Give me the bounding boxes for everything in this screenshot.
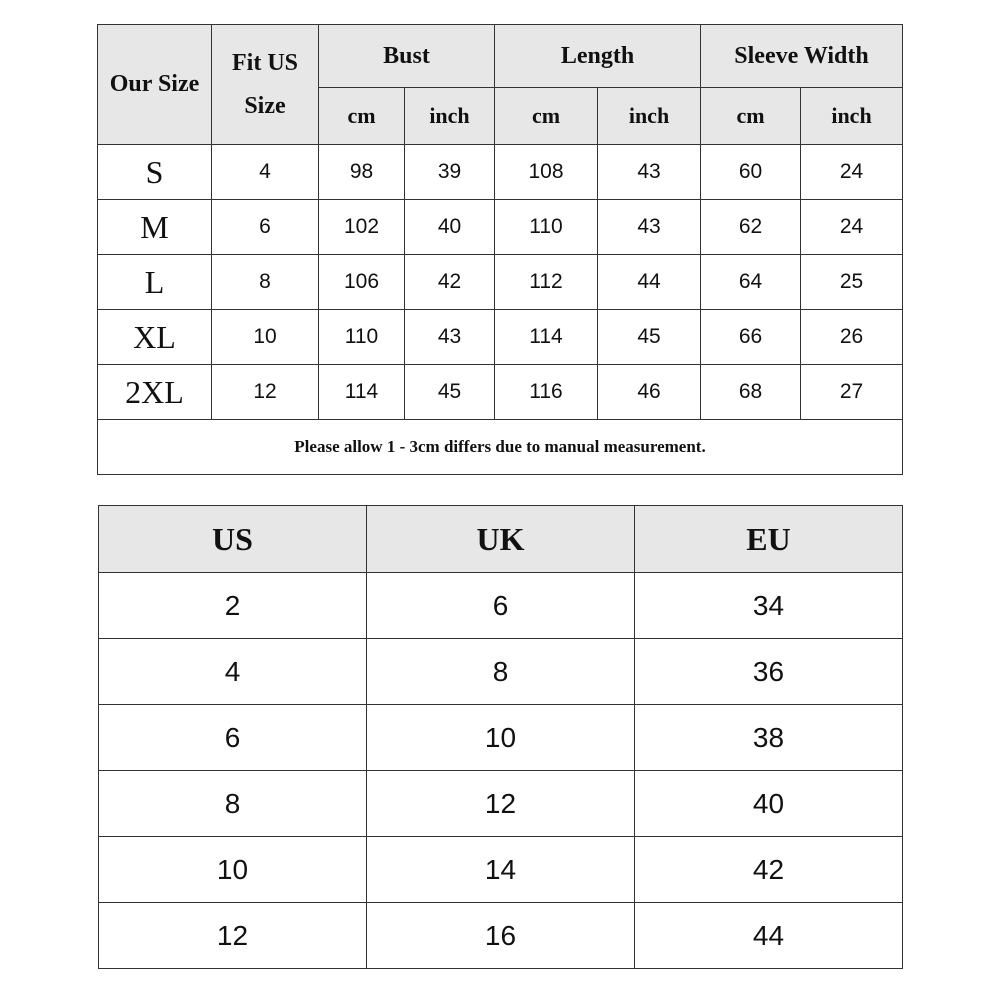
sleeve-cm-cell: 68 (701, 365, 801, 420)
bust-cm-cell: 114 (319, 365, 405, 420)
table-row (99, 705, 903, 771)
uk-cell: 6 (367, 573, 635, 639)
table-row (99, 771, 903, 837)
sleeve-cm-cell: 60 (701, 145, 801, 200)
uk-cell: 8 (367, 639, 635, 705)
uk-cell: 14 (367, 837, 635, 903)
length-cm-cell: 112 (495, 255, 598, 310)
sleeve-width-header: Sleeve Width (701, 25, 903, 88)
sleeve-cm-cell: 66 (701, 310, 801, 365)
us-cell: 8 (99, 771, 367, 837)
eu-cell: 36 (635, 639, 903, 705)
eu-header: EU (635, 506, 903, 573)
size-label: M (98, 200, 212, 255)
size-conversion-table (98, 505, 903, 969)
eu-cell: 34 (635, 573, 903, 639)
length-cm-cell: 116 (495, 365, 598, 420)
sleeve-inch-cell: 24 (801, 200, 903, 255)
us-cell: 6 (99, 705, 367, 771)
size-label: XL (98, 310, 212, 365)
table-row (99, 837, 903, 903)
eu-cell: 44 (635, 903, 903, 969)
size-label: 2XL (98, 365, 212, 420)
length-inch-cell: 44 (598, 255, 701, 310)
us-size-cell: 10 (212, 310, 319, 365)
table-row (99, 639, 903, 705)
sleeve-inch-cell: 27 (801, 365, 903, 420)
length-cm-cell: 108 (495, 145, 598, 200)
bust-inch-cell: 39 (405, 145, 495, 200)
bust-inch-header: inch (405, 88, 495, 145)
bust-cm-header: cm (319, 88, 405, 145)
sleeve-cm-cell: 64 (701, 255, 801, 310)
size-label: L (98, 255, 212, 310)
table-row (99, 903, 903, 969)
eu-cell: 42 (635, 837, 903, 903)
table-row (98, 145, 903, 200)
bust-cm-cell: 106 (319, 255, 405, 310)
length-inch-cell: 43 (598, 145, 701, 200)
uk-cell: 16 (367, 903, 635, 969)
length-header: Length (495, 25, 701, 88)
bust-inch-cell: 43 (405, 310, 495, 365)
size-label: S (98, 145, 212, 200)
bust-cm-cell: 98 (319, 145, 405, 200)
us-size-cell: 4 (212, 145, 319, 200)
bust-cm-cell: 102 (319, 200, 405, 255)
table-row (98, 365, 903, 420)
length-inch-cell: 43 (598, 200, 701, 255)
uk-cell: 10 (367, 705, 635, 771)
us-header: US (99, 506, 367, 573)
table-row (98, 255, 903, 310)
length-cm-cell: 110 (495, 200, 598, 255)
table-row (99, 573, 903, 639)
length-inch-header: inch (598, 88, 701, 145)
length-inch-cell: 45 (598, 310, 701, 365)
length-cm-header: cm (495, 88, 598, 145)
length-inch-cell: 46 (598, 365, 701, 420)
length-cm-cell: 114 (495, 310, 598, 365)
bust-inch-cell: 45 (405, 365, 495, 420)
us-cell: 4 (99, 639, 367, 705)
measurement-note: Please allow 1 - 3cm differs due to manual measurement. (98, 420, 903, 475)
sleeve-cm-header: cm (701, 88, 801, 145)
us-cell: 10 (99, 837, 367, 903)
bust-inch-cell: 42 (405, 255, 495, 310)
bust-header: Bust (319, 25, 495, 88)
bust-cm-cell: 110 (319, 310, 405, 365)
sleeve-cm-cell: 62 (701, 200, 801, 255)
uk-header: UK (367, 506, 635, 573)
sleeve-inch-cell: 26 (801, 310, 903, 365)
eu-cell: 40 (635, 771, 903, 837)
sleeve-inch-cell: 25 (801, 255, 903, 310)
us-cell: 12 (99, 903, 367, 969)
sleeve-inch-header: inch (801, 88, 903, 145)
us-size-cell: 6 (212, 200, 319, 255)
our-size-header: Our Size (98, 25, 212, 145)
us-size-cell: 12 (212, 365, 319, 420)
size-chart-table (97, 24, 903, 475)
table-row (98, 200, 903, 255)
eu-cell: 38 (635, 705, 903, 771)
fit-us-size-header: Fit US Size (212, 25, 319, 145)
bust-inch-cell: 40 (405, 200, 495, 255)
uk-cell: 12 (367, 771, 635, 837)
sleeve-inch-cell: 24 (801, 145, 903, 200)
table-row (98, 310, 903, 365)
us-size-cell: 8 (212, 255, 319, 310)
us-cell: 2 (99, 573, 367, 639)
